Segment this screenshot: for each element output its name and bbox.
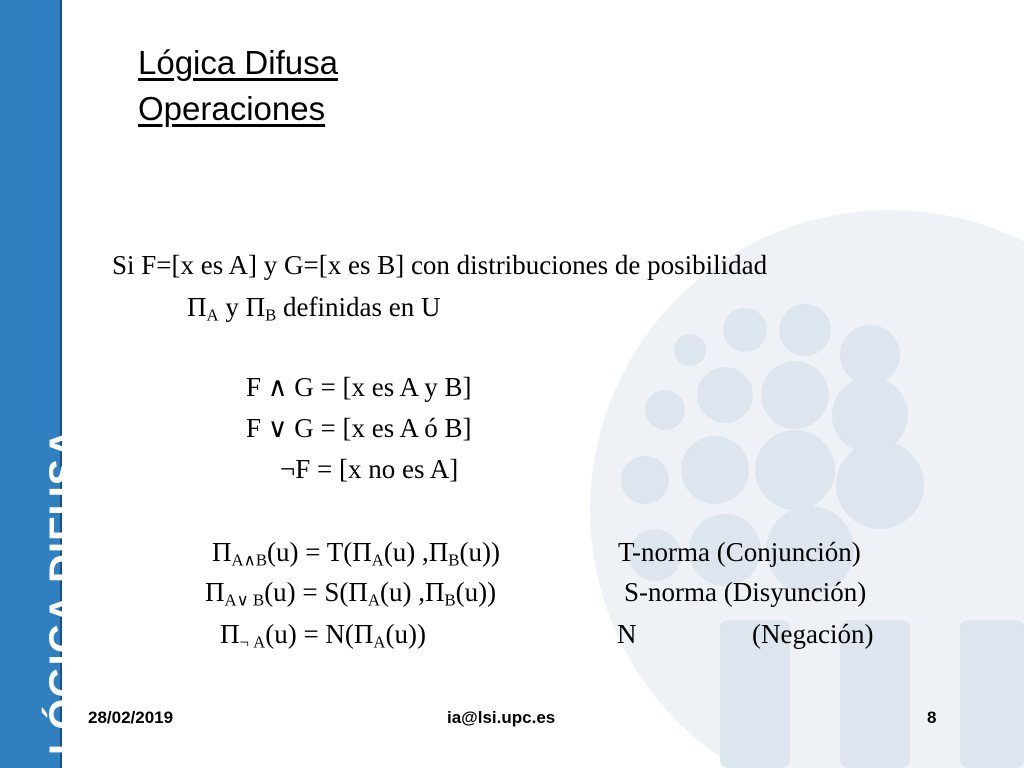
negation-formula: [220, 617, 426, 651]
title-line-2: Operaciones: [138, 90, 326, 127]
conjunction-definition: F ∧ G = [x es A y B]: [246, 372, 472, 402]
subscript: B: [448, 550, 460, 570]
formula-fragment: (u) = T(Π: [267, 537, 372, 567]
subscript: A: [206, 305, 219, 325]
formula-fragment: (u) ,Π: [383, 537, 449, 567]
tnorm-formula: [212, 535, 500, 569]
subscript: A∨ B: [224, 590, 265, 610]
title-line-1: Lógica Difusa: [138, 44, 338, 81]
footer-date: 28/02/2019: [88, 708, 174, 727]
negation-label: (Negación): [752, 619, 874, 649]
subscript: A: [367, 590, 380, 610]
footer-email: ia@lsi.upc.es: [447, 708, 556, 727]
formula-fragment: (u) = S(Π: [264, 577, 368, 607]
formula-fragment: (u)): [385, 619, 426, 649]
subscript: A∧B: [231, 550, 267, 570]
pi-symbol: Π: [205, 577, 225, 607]
subscript: ¬ A: [239, 632, 266, 652]
formula-fragment: (u) = N(Π: [265, 619, 374, 649]
pi-symbol: Π: [187, 292, 207, 322]
snorm-label: S-norma (Disyunción): [624, 577, 867, 607]
disjunction-definition: F ∨ G = [x es A ó B]: [246, 413, 472, 443]
subscript: A: [373, 632, 386, 652]
pi-symbol: Π: [245, 292, 266, 322]
formula-fragment: (u)): [459, 537, 500, 567]
subscript: B: [265, 305, 277, 325]
tnorm-label: T-norma (Conjunción): [618, 537, 861, 567]
slide-title: [138, 40, 338, 132]
snorm-formula: [205, 575, 496, 609]
intro-line-2: [187, 290, 440, 324]
footer-page-number: 8: [927, 708, 937, 727]
sidebar-band: [0, 0, 86, 768]
pi-symbol: Π: [212, 537, 232, 567]
formula-fragment: (u)): [455, 577, 497, 607]
subscript: A: [371, 550, 384, 570]
negation-n-label: N: [617, 619, 637, 649]
subscript: B: [444, 590, 456, 610]
intro-line-1: Si F=[x es A] y G=[x es B] con distribuciones de posibilidad: [112, 250, 768, 280]
text-fragment: y: [218, 292, 246, 322]
text-fragment: definidas en U: [276, 292, 441, 322]
sidebar-label: LÓGICA DIFUSA: [42, 427, 86, 755]
formula-fragment: (u) ,Π: [380, 577, 445, 607]
pi-symbol: Π: [220, 619, 240, 649]
negation-definition: ¬F = [x no es A]: [280, 454, 459, 484]
